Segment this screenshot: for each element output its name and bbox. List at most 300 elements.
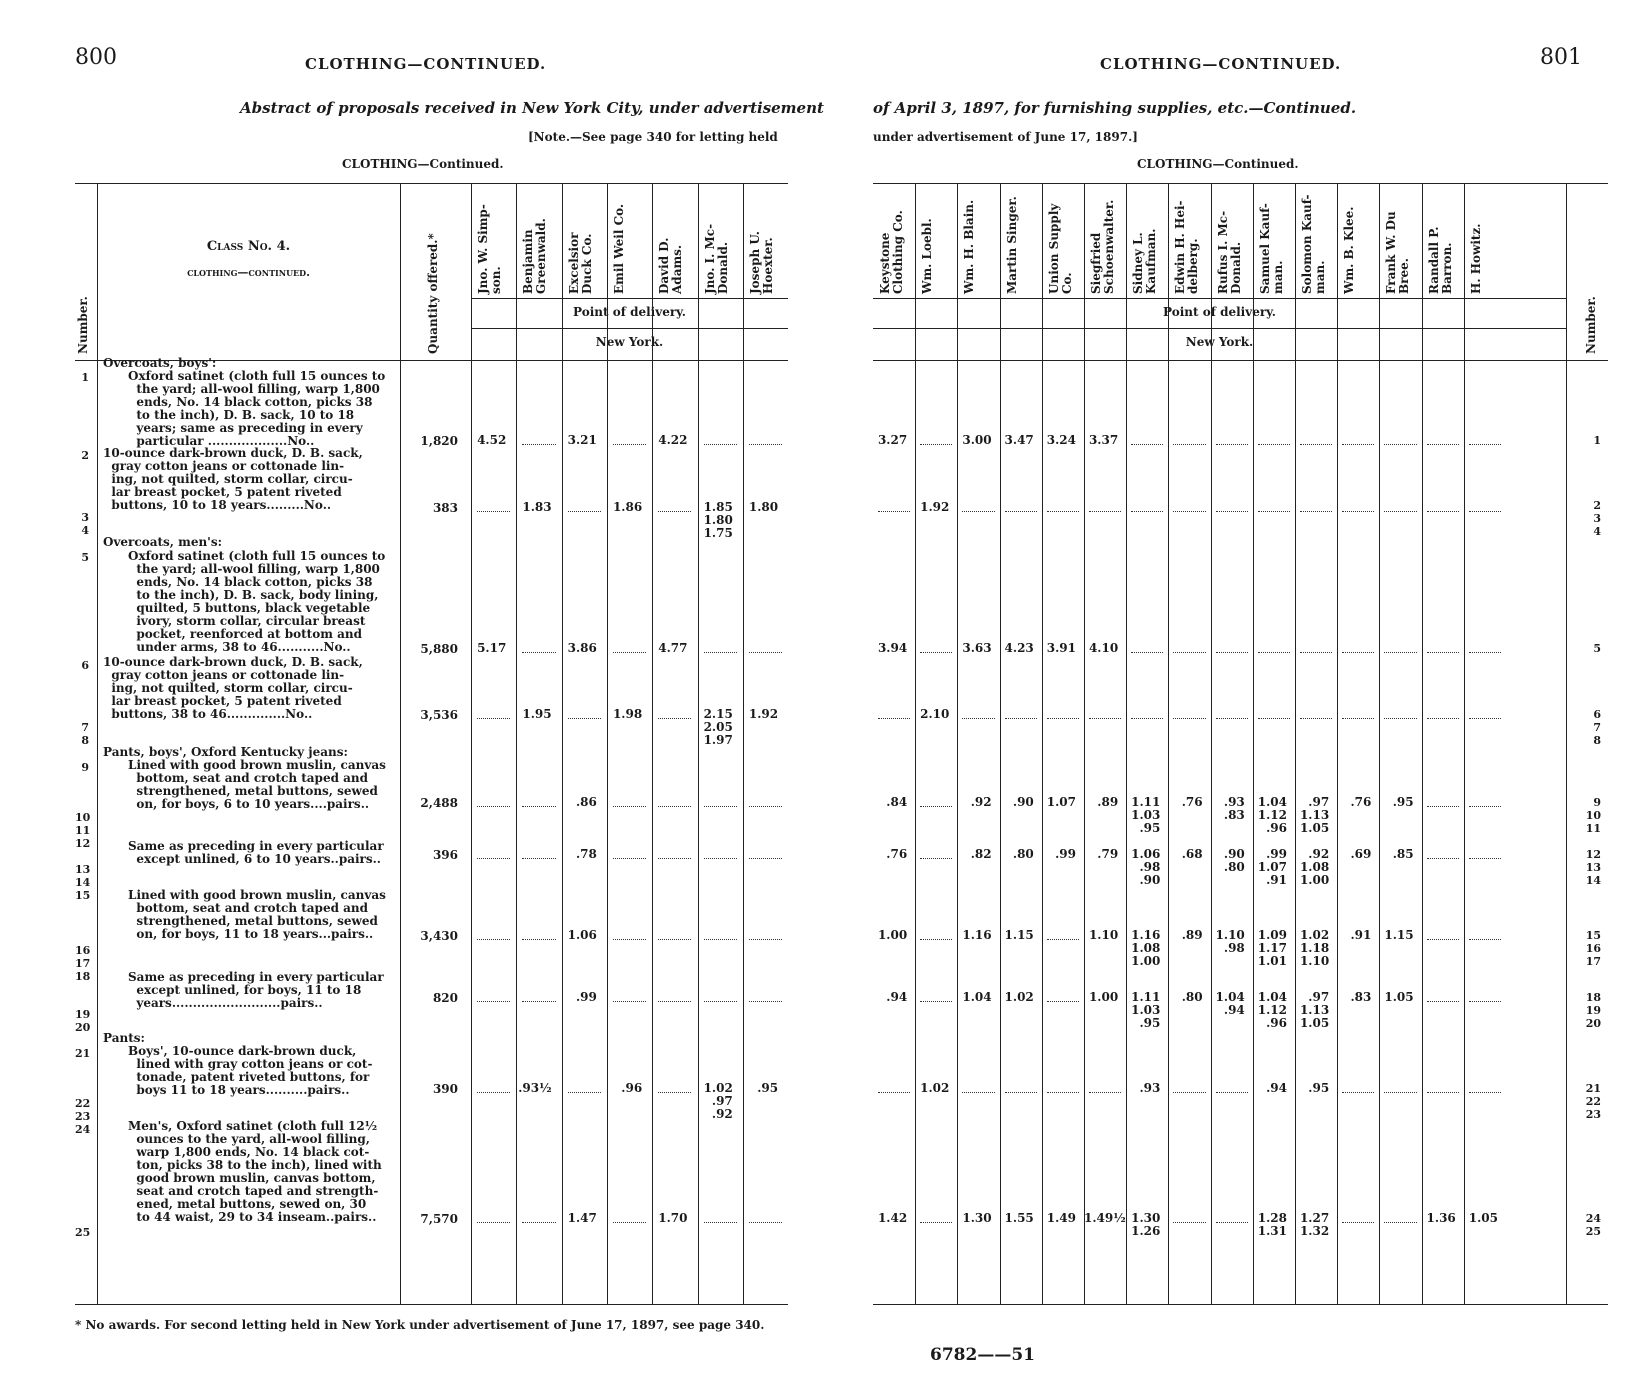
quantity-offered: 390: [432, 1082, 458, 1096]
empty-cell-leader: [1384, 718, 1416, 719]
empty-cell-leader: [1427, 1092, 1459, 1093]
empty-cell-leader: [1300, 718, 1332, 719]
bid-price: 1.06: [567, 928, 597, 942]
right-bidder-divider: [1084, 184, 1085, 1304]
bid-price: 1.30: [962, 1211, 992, 1225]
empty-cell-leader: [1300, 652, 1332, 653]
empty-cell-leader: [1216, 444, 1248, 445]
empty-cell-leader: [1342, 652, 1374, 653]
bid-price: 3.00: [962, 433, 992, 447]
empty-cell-leader: [1427, 1001, 1459, 1002]
bid-price: 1.30 1.26: [1131, 1211, 1161, 1238]
right-point-of-delivery: Point of delivery.: [1163, 305, 1276, 319]
left-bidder-name: David D. Adams.: [657, 237, 685, 294]
item-description: 10-ounce dark-brown duck, D. B. sack, gray cotton jeans or cottonade lin- ing, not quilted, storm collar, circu- lar breast pocket, 5 patent riveted buttons, 10 to 18 years.........No..: [103, 446, 363, 512]
bid-price: .89: [1181, 928, 1203, 942]
empty-cell-leader: [1469, 652, 1501, 653]
bid-price: 4.10: [1088, 641, 1119, 655]
empty-cell-leader: [1300, 444, 1332, 445]
left-row-number: 2: [81, 449, 89, 462]
bid-price: .78: [576, 847, 597, 861]
empty-cell-leader: [749, 652, 782, 653]
empty-cell-leader: [920, 652, 952, 653]
empty-cell-leader: [658, 511, 691, 512]
bid-price: .69: [1350, 847, 1372, 861]
quantity-offered: 2,488: [420, 796, 458, 810]
quantity-label: Quantity offered.*: [426, 233, 440, 354]
right-signature: 6782——51: [930, 1345, 1035, 1365]
empty-cell-leader: [920, 1001, 952, 1002]
empty-cell-leader: [1300, 511, 1332, 512]
empty-cell-leader: [658, 1092, 691, 1093]
bid-price: 1.36: [1426, 1211, 1456, 1225]
bid-price: .94: [886, 990, 908, 1004]
empty-cell-leader: [1216, 1092, 1248, 1093]
bid-price: 1.47: [567, 1211, 597, 1225]
bid-price: 2.15 2.05 1.97: [703, 707, 733, 747]
empty-cell-leader: [477, 511, 510, 512]
left-row-number: 10 11 12: [75, 811, 91, 850]
bid-price: 1.02 1.18 1.10: [1299, 928, 1330, 968]
right-bidder-divider: [1126, 184, 1127, 1304]
bid-price: 1.15: [1384, 928, 1414, 942]
class-title: Class No. 4.: [206, 239, 291, 254]
quantity-offered: 5,880: [420, 642, 458, 656]
empty-cell-leader: [613, 1001, 646, 1002]
empty-cell-leader: [522, 939, 555, 940]
right-bidder-name: Randall P. Barron.: [1426, 226, 1454, 294]
bid-price: 1.85 1.80 1.75: [703, 500, 733, 540]
empty-cell-leader: [1005, 1092, 1037, 1093]
empty-cell-leader: [522, 1222, 555, 1223]
empty-cell-leader: [920, 444, 952, 445]
right-bidder-name: Wm. B. Klee.: [1342, 206, 1357, 294]
empty-cell-leader: [1384, 652, 1416, 653]
right-row-number: 9 10 11: [1585, 796, 1601, 835]
bid-price: .86: [576, 795, 597, 809]
empty-cell-leader: [704, 652, 737, 653]
right-bidder-name: Rufus I. Mc- Donald.: [1215, 210, 1243, 294]
empty-cell-leader: [477, 718, 510, 719]
bid-price: .90: [1012, 795, 1034, 809]
empty-cell-leader: [962, 511, 994, 512]
left-row-number: 6: [81, 659, 89, 672]
right-bidder-name: Union Supply Co.: [1046, 203, 1074, 294]
bid-price: .92 1.08 1.00: [1299, 847, 1330, 887]
empty-cell-leader: [477, 1092, 510, 1093]
left-point-of-delivery: Point of delivery.: [573, 305, 686, 319]
bid-price: 1.83: [522, 500, 552, 514]
empty-cell-leader: [1258, 444, 1290, 445]
bid-price: .76: [1350, 795, 1372, 809]
empty-cell-leader: [1384, 1092, 1416, 1093]
empty-cell-leader: [1131, 444, 1163, 445]
bid-price: .80: [1012, 847, 1034, 861]
quantity-offered: 396: [432, 848, 458, 862]
left-bidder-divider: [516, 184, 517, 1304]
empty-cell-leader: [477, 858, 510, 859]
bid-price: 1.11 1.03 .95: [1131, 990, 1161, 1030]
bid-price: 1.10 .98: [1215, 928, 1245, 955]
left-row-number: 9: [81, 761, 89, 774]
left-number-label: Number.: [76, 296, 90, 354]
bid-price: 1.49: [1046, 1211, 1076, 1225]
right-row-number: 1: [1593, 434, 1601, 447]
bid-price: 1.80: [748, 500, 779, 514]
right-bidder-divider: [1211, 184, 1212, 1304]
bid-price: .91: [1350, 928, 1372, 942]
bid-price: .93½: [518, 1081, 552, 1095]
bid-price: .99 1.07 .91: [1257, 847, 1287, 887]
empty-cell-leader: [920, 939, 952, 940]
left-row-number: 16 17 18: [75, 944, 91, 983]
left-bidder-name: Jno. I. Mc- Donald.: [702, 223, 730, 294]
quantity-offered: 1,820: [420, 434, 458, 448]
right-page-number: 801: [1540, 45, 1582, 70]
empty-cell-leader: [704, 444, 737, 445]
bid-price: 3.86: [567, 641, 597, 655]
bid-price: 1.92: [920, 500, 950, 514]
bid-price: .76: [886, 847, 908, 861]
empty-cell-leader: [749, 1001, 782, 1002]
bid-price: .97 1.13 1.05: [1299, 795, 1330, 835]
empty-cell-leader: [1427, 652, 1459, 653]
empty-cell-leader: [1005, 511, 1037, 512]
bid-price: .68: [1181, 847, 1203, 861]
right-bidder-divider: [1422, 184, 1423, 1304]
empty-cell-leader: [1427, 718, 1459, 719]
left-page-number: 800: [75, 45, 117, 70]
bid-price: .82: [970, 847, 992, 861]
empty-cell-leader: [1173, 718, 1205, 719]
empty-cell-leader: [658, 858, 691, 859]
bid-price: 1.86: [612, 500, 643, 514]
bid-price: 1.00: [1088, 990, 1119, 1004]
empty-cell-leader: [1173, 444, 1205, 445]
right-bidder-name: Wm. Loebl.: [920, 218, 935, 294]
bid-price: 1.16: [962, 928, 992, 942]
right-bidder-divider: [1464, 184, 1465, 1304]
empty-cell-leader: [704, 1222, 737, 1223]
bid-price: 3.47: [1004, 433, 1034, 447]
empty-cell-leader: [704, 806, 737, 807]
bid-price: 1.95: [522, 707, 552, 721]
empty-cell-leader: [749, 939, 782, 940]
left-row-number: 1: [81, 371, 89, 384]
empty-cell-leader: [658, 1001, 691, 1002]
left-bidder-divider: [743, 184, 744, 1304]
left-row-number: 3 4: [81, 511, 89, 537]
left-location: New York.: [595, 335, 664, 349]
bid-price: .93 .83: [1223, 795, 1245, 822]
item-description: Lined with good brown muslin, canvas bottom, seat and crotch taped and strengthened, metal buttons, sewed on, for boys, 6 to 10 years....pairs..: [128, 758, 386, 811]
item-description: Pants:: [103, 1031, 145, 1045]
bid-price: 1.04: [962, 990, 992, 1004]
right-bidder-divider: [915, 184, 916, 1304]
empty-cell-leader: [704, 858, 737, 859]
right-bidder-name: Solomon Kauf- man.: [1300, 194, 1327, 294]
left-footnote: * No awards. For second letting held in New York under advertisement of June 17, 1897, see page 340.: [75, 1318, 765, 1332]
bid-price: .80: [1181, 990, 1203, 1004]
bid-price: 1.55: [1004, 1211, 1034, 1225]
item-description: Overcoats, men's:: [103, 535, 223, 549]
bid-price: 1.92: [748, 707, 779, 721]
right-bidder-name: Samuel Kauf- man.: [1257, 203, 1285, 294]
empty-cell-leader: [1258, 718, 1290, 719]
empty-cell-leader: [568, 1092, 601, 1093]
empty-cell-leader: [1427, 444, 1459, 445]
item-description: Boys', 10-ounce dark-brown duck, lined with gray cotton jeans or cot- tonade, patent riveted buttons, for boys 11 to 18 years..........pairs..: [128, 1044, 373, 1097]
right-number-label: Number.: [1584, 296, 1598, 354]
item-description: Overcoats, boys':: [103, 356, 217, 370]
bid-price: .90 .80: [1223, 847, 1245, 874]
bid-price: 4.23: [1004, 641, 1034, 655]
empty-cell-leader: [1469, 1001, 1501, 1002]
item-description: Same as preceding in every particular except unlined, for boys, 11 to 18 years..........................pairs..: [128, 970, 384, 1010]
empty-cell-leader: [704, 1001, 737, 1002]
right-row-number: 24 25: [1585, 1212, 1601, 1238]
empty-cell-leader: [1089, 718, 1121, 719]
bid-price: .83: [1350, 990, 1372, 1004]
empty-cell-leader: [878, 1092, 910, 1093]
right-bidder-name: H. Howitz.: [1468, 223, 1483, 294]
bid-price: 1.16 1.08 1.00: [1131, 928, 1161, 968]
left-note: [Note.—See page 340 for letting held: [528, 130, 778, 144]
right-row-number: 18 19 20: [1585, 991, 1601, 1030]
item-description: Pants, boys', Oxford Kentucky jeans:: [103, 745, 348, 759]
empty-cell-leader: [1089, 511, 1121, 512]
empty-cell-leader: [1005, 718, 1037, 719]
empty-cell-leader: [749, 806, 782, 807]
left-row-number: 5: [81, 551, 89, 564]
left-bidder-name: Excelsior Duck Co.: [566, 232, 594, 294]
right-bidder-divider: [1337, 184, 1338, 1304]
empty-cell-leader: [522, 444, 555, 445]
right-page-header: CLOTHING—CONTINUED.: [1100, 55, 1342, 73]
item-description: Lined with good brown muslin, canvas bottom, seat and crotch taped and strengthened, metal buttons, sewed on, for boys, 11 to 18 years...pairs..: [128, 888, 386, 941]
bid-price: 1.98: [612, 707, 643, 721]
empty-cell-leader: [962, 718, 994, 719]
empty-cell-leader: [878, 511, 910, 512]
left-bidder-divider: [562, 184, 563, 1304]
right-bidder-divider: [1253, 184, 1254, 1304]
empty-cell-leader: [1427, 858, 1459, 859]
item-description: Oxford satinet (cloth full 15 ounces to the yard; all-wool filling, warp 1,800 ends, No. 14 black cotton, picks 38 to the inch), D. B. sack, body lining, quilted, 5 buttons, black vegetable ivory, storm collar, circular breast pocket, reenforced at bottom and under arms, 38 to 46...........No..: [128, 549, 386, 654]
empty-cell-leader: [704, 939, 737, 940]
empty-cell-leader: [1342, 444, 1374, 445]
bid-price: 3.27: [877, 433, 908, 447]
item-description: Men's, Oxford satinet (cloth full 12½ ounces to the yard, all-wool filling, warp 1,800 ends, No. 14 black cot- ton, picks 38 to the inch), lined with good brown muslin, canvas bottom, seat and crotch taped and strength- ened, metal buttons, sewed on, 30 to 44 waist, 29 to 34 inseam..pairs..: [128, 1119, 382, 1224]
empty-cell-leader: [613, 806, 646, 807]
right-bidder-name: Sidney L. Kaufman.: [1131, 228, 1159, 294]
bid-price: 1.49½: [1084, 1211, 1126, 1225]
right-row-number: 2 3 4: [1593, 499, 1601, 538]
empty-cell-leader: [1131, 652, 1163, 653]
empty-cell-leader: [1342, 1092, 1374, 1093]
empty-cell-leader: [613, 444, 646, 445]
bid-price: 1.42: [877, 1211, 908, 1225]
bid-price: 3.91: [1046, 641, 1076, 655]
bid-price: 1.10: [1088, 928, 1119, 942]
empty-cell-leader: [1216, 1222, 1248, 1223]
empty-cell-leader: [1427, 939, 1459, 940]
right-bidder-name: Keystone Clothing Co.: [878, 210, 905, 294]
right-bidder-divider: [957, 184, 958, 1304]
bid-price: 4.22: [658, 433, 688, 447]
empty-cell-leader: [658, 806, 691, 807]
empty-cell-leader: [1216, 511, 1248, 512]
left-bidder-name: Jno. W. Simp- son.: [476, 204, 503, 294]
empty-cell-leader: [920, 858, 952, 859]
empty-cell-leader: [749, 858, 782, 859]
right-section-title: CLOTHING—Continued.: [1137, 157, 1299, 171]
bid-price: .96: [621, 1081, 643, 1095]
empty-cell-leader: [1173, 511, 1205, 512]
bid-price: .93: [1139, 1081, 1161, 1095]
bid-price: .97 1.13 1.05: [1299, 990, 1330, 1030]
right-bidder-divider: [1000, 184, 1001, 1304]
bid-price: 1.11 1.03 .95: [1131, 795, 1161, 835]
empty-cell-leader: [477, 939, 510, 940]
left-row-number: 21: [75, 1047, 91, 1060]
quantity-offered: 7,570: [420, 1212, 458, 1226]
quantity-offered: 383: [432, 501, 458, 515]
empty-cell-leader: [522, 652, 555, 653]
item-description: 10-ounce dark-brown duck, D. B. sack, gray cotton jeans or cottonade lin- ing, not quilted, storm collar, circu- lar breast pocket, 5 patent riveted buttons, 38 to 46..............No..: [103, 655, 363, 721]
empty-cell-leader: [1469, 718, 1501, 719]
empty-cell-leader: [522, 1001, 555, 1002]
class-subtitle: clothing—continued.: [187, 266, 310, 279]
bid-price: .85: [1392, 847, 1414, 861]
right-note: under advertisement of June 17, 1897.]: [873, 130, 1138, 144]
right-row-number: 15 16 17: [1585, 929, 1601, 968]
bid-price: 1.05: [1384, 990, 1414, 1004]
empty-cell-leader: [962, 1092, 994, 1093]
left-bidder-divider: [652, 184, 653, 1304]
empty-cell-leader: [1216, 652, 1248, 653]
left-row-number: 25: [75, 1226, 91, 1239]
left-bid-table: [75, 183, 788, 1305]
empty-cell-leader: [1469, 444, 1501, 445]
bid-price: 1.00: [877, 928, 908, 942]
bid-price: 1.05: [1468, 1211, 1498, 1225]
bid-price: .94: [1266, 1081, 1287, 1095]
right-bidder-divider: [1379, 184, 1380, 1304]
bid-price: 1.28 1.31: [1257, 1211, 1287, 1238]
right-row-number: 6 7 8: [1593, 708, 1601, 747]
item-description: Oxford satinet (cloth full 15 ounces to the yard; all-wool filling, warp 1,800 ends, No. 14 black cotton, picks 38 to the inch), D. B. sack, 10 to 18 years; same as preceding in every particular ...................No..: [128, 369, 386, 448]
bid-price: .95: [757, 1081, 779, 1095]
bid-price: .79: [1097, 847, 1119, 861]
bid-price: .84: [886, 795, 908, 809]
empty-cell-leader: [613, 939, 646, 940]
empty-cell-leader: [749, 444, 782, 445]
empty-cell-leader: [1173, 1222, 1205, 1223]
empty-cell-leader: [1047, 718, 1079, 719]
empty-cell-leader: [477, 1222, 510, 1223]
empty-cell-leader: [568, 718, 601, 719]
bid-price: 4.77: [658, 641, 688, 655]
empty-cell-leader: [613, 858, 646, 859]
right-bidder-name: Martin Singer.: [1004, 196, 1019, 294]
bid-price: 1.04 1.12 .96: [1257, 795, 1287, 835]
bid-price: .76: [1181, 795, 1203, 809]
empty-cell-leader: [749, 1222, 782, 1223]
bid-price: .99: [1055, 847, 1076, 861]
left-bidder-name: Emil Weil Co.: [611, 203, 626, 294]
empty-cell-leader: [658, 939, 691, 940]
left-bidder-name: Joseph U. Hoexter.: [747, 231, 775, 294]
right-bidder-name: Wm. H. Blain.: [962, 199, 977, 294]
right-bidder-divider: [1042, 184, 1043, 1304]
bid-price: 1.15: [1004, 928, 1034, 942]
empty-cell-leader: [1047, 1001, 1079, 1002]
bid-price: 3.24: [1046, 433, 1076, 447]
empty-cell-leader: [1384, 511, 1416, 512]
empty-cell-leader: [1384, 1222, 1416, 1223]
left-row-number: 22 23 24: [75, 1097, 91, 1136]
right-bidder-name: Frank W. Du Bree.: [1384, 211, 1412, 294]
right-abstract-title: of April 3, 1897, for furnishing supplies, etc.—Continued.: [873, 99, 1357, 117]
empty-cell-leader: [1469, 806, 1501, 807]
empty-cell-leader: [1047, 1092, 1079, 1093]
left-bidder-divider: [607, 184, 608, 1304]
empty-cell-leader: [1258, 511, 1290, 512]
quantity-offered: 3,430: [420, 929, 458, 943]
bid-price: 3.37: [1088, 433, 1119, 447]
bid-price: 1.04 .94: [1215, 990, 1245, 1017]
left-row-number: 13 14 15: [75, 863, 91, 902]
bid-price: 1.70: [658, 1211, 688, 1225]
empty-cell-leader: [920, 1222, 952, 1223]
right-bidder-divider: [1168, 184, 1169, 1304]
left-page-header: CLOTHING—CONTINUED.: [305, 55, 547, 73]
empty-cell-leader: [1258, 652, 1290, 653]
empty-cell-leader: [477, 1001, 510, 1002]
empty-cell-leader: [1047, 939, 1079, 940]
empty-cell-leader: [1089, 1092, 1121, 1093]
empty-cell-leader: [1427, 511, 1459, 512]
empty-cell-leader: [1469, 939, 1501, 940]
right-bidder-name: Edwin H. Hei- delberg.: [1173, 200, 1201, 294]
empty-cell-leader: [1469, 511, 1501, 512]
empty-cell-leader: [1131, 511, 1163, 512]
empty-cell-leader: [568, 511, 601, 512]
empty-cell-leader: [1173, 652, 1205, 653]
bid-price: 1.07: [1046, 795, 1076, 809]
empty-cell-leader: [613, 1222, 646, 1223]
bid-price: .92: [970, 795, 992, 809]
empty-cell-leader: [1173, 1092, 1205, 1093]
empty-cell-leader: [1342, 1222, 1374, 1223]
bid-price: 3.63: [962, 641, 992, 655]
bid-price: 4.52: [477, 433, 507, 447]
bid-price: 1.09 1.17 1.01: [1257, 928, 1287, 968]
left-section-title: CLOTHING—Continued.: [342, 157, 504, 171]
empty-cell-leader: [1469, 858, 1501, 859]
right-bid-table: [873, 183, 1608, 1305]
bid-price: .99: [576, 990, 597, 1004]
bid-price: 1.02: [1004, 990, 1034, 1004]
bid-price: 1.02 .97 .92: [703, 1081, 733, 1121]
empty-cell-leader: [920, 806, 952, 807]
bid-price: 1.02: [920, 1081, 950, 1095]
right-row-number: 5: [1593, 642, 1601, 655]
bid-price: 3.21: [567, 433, 597, 447]
right-row-number: 12 13 14: [1585, 848, 1601, 887]
right-location: New York.: [1185, 335, 1254, 349]
empty-cell-leader: [522, 806, 555, 807]
